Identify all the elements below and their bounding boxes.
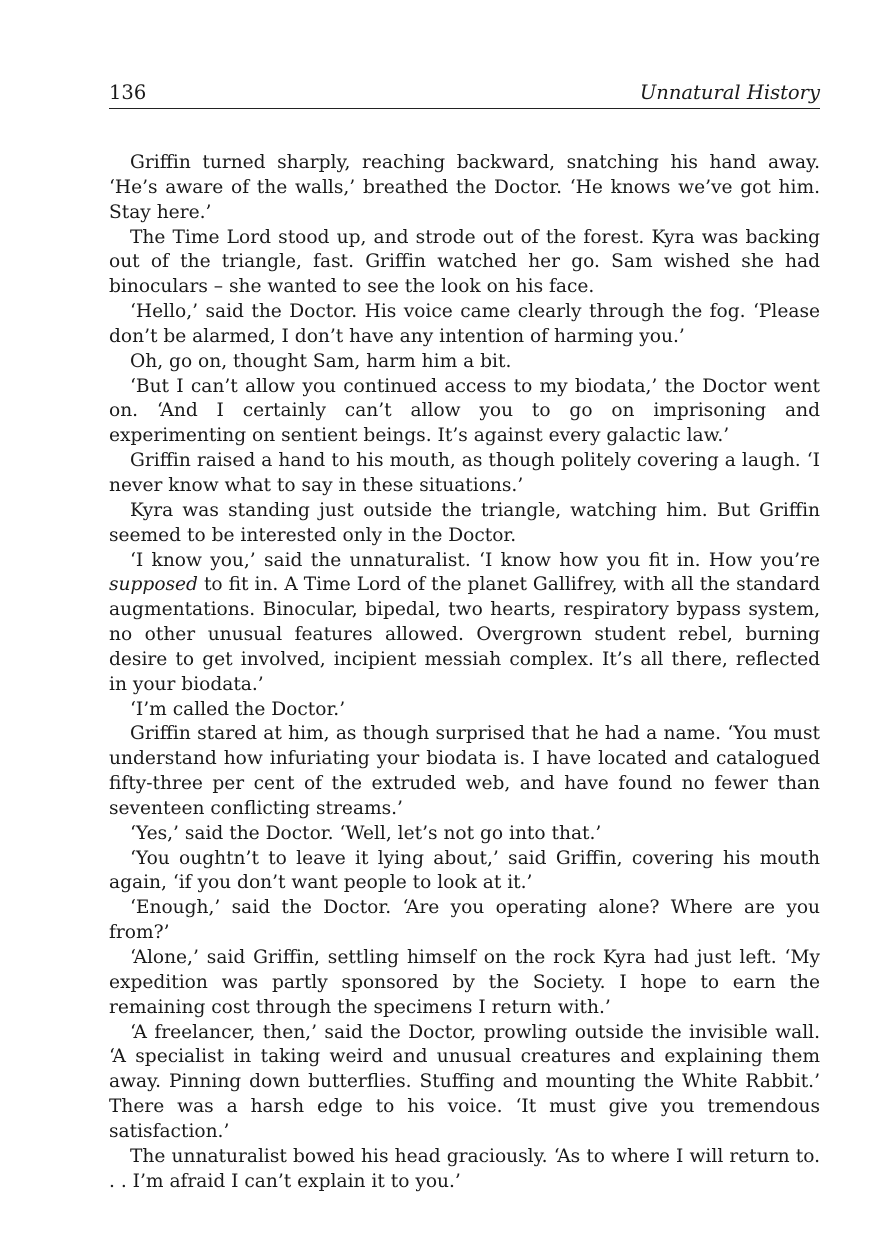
paragraph: Griffin stared at him, as though surprised that he had a name. ‘You must understand how infuriating your biodata is. I have located and catalogued fifty-three per cent of the extruded web, and have found no fewer than seventeen conflicting streams.’	[109, 723, 820, 819]
paragraph: ‘But I can’t allow you continued access to my biodata,’ the Doctor went on. ‘And I certainly can’t allow you to go on imprisoning and experimenting on sentient beings. It’s against every galactic law.’	[109, 375, 820, 447]
paragraph: Griffin raised a hand to his mouth, as though politely covering a laugh. ‘I never know what to say in these situations.’	[109, 450, 820, 496]
paragraph: ‘A freelancer, then,’ said the Doctor, prowling outside the invisible wall. ‘A specialist in taking weird and unusual creatures and explaining them away. Pinning down butterflies. Stuffing and mounting the White Rabbit.’ There was a harsh edge to his voice. ‘It must give you tremendous satisfaction.’	[109, 1021, 820, 1142]
paragraph: Griffin turned sharply, reaching backward, snatching his hand away. ‘He’s aware of the walls,’ breathed the Doctor. ‘He knows we’ve got him. Stay here.’	[109, 152, 820, 223]
paragraph: ‘Hello,’ said the Doctor. His voice came clearly through the fog. ‘Please don’t be alarmed, I don’t have any intention of harming you.’	[109, 301, 820, 347]
paragraph: ‘Alone,’ said Griffin, settling himself on the rock Kyra had just left. ‘My expedition was partly sponsored by the Society. I hope to earn the remaining cost through the specimens I return with.’	[109, 947, 820, 1018]
paragraph: ‘You oughtn’t to leave it lying about,’ said Griffin, covering his mouth again, ‘if you don’t want people to look at it.’	[109, 847, 820, 894]
paragraph-text: ‘I know you,’ said the unnaturalist. ‘I know how you fit in. How you’re	[130, 549, 820, 571]
paragraph: The Time Lord stood up, and strode out of the forest. Kyra was backing out of the triangle, fast. Griffin watched her go. Sam wished she had binoculars – she wanted to see the look on his face.	[109, 226, 820, 298]
paragraph: Oh, go on, thought Sam, harm him a bit.	[130, 350, 512, 372]
page-number: 136	[109, 81, 147, 104]
paragraph: ‘Yes,’ said the Doctor. ‘Well, let’s not go into that.’	[130, 822, 602, 844]
emphasized-word: supposed	[109, 574, 198, 596]
paragraph: ‘Enough,’ said the Doctor. ‘Are you operating alone? Where are you from?’	[109, 897, 820, 944]
paragraph: The unnaturalist bowed his head graciously. ‘As to where I will return to. . . I’m afraid I can’t explain it to you.’	[109, 1145, 820, 1192]
paragraph-text: to fit in. A Time Lord of the planet Gallifrey, with all the standard augmentations. Binocular, bipedal, two hearts, respiratory bypass system, no other unusual features allowed. Overgrown student rebel, burning desire to get involved, incipient messiah complex. It’s all there, reflected in your biodata.’	[109, 574, 820, 695]
body-text	[109, 151, 820, 1194]
paragraph: Kyra was standing just outside the triangle, watching him. But Griffin seemed to be interested only in the Doctor.	[109, 499, 820, 546]
paragraph: ‘I’m called the Doctor.’	[130, 698, 346, 720]
book-page	[109, 80, 820, 1194]
paragraph	[109, 549, 820, 698]
running-title: Unnatural History	[639, 81, 820, 104]
running-head	[109, 80, 820, 109]
